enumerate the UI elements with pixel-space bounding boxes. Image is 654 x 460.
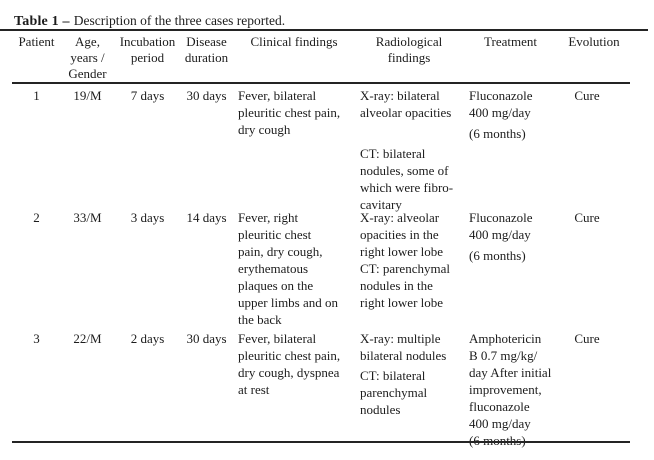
cell-disease-duration: 30 days [186, 331, 227, 346]
cell-treatment [463, 87, 558, 213]
xray-findings: X-ray: multiple bilateral nodules [360, 331, 447, 363]
header-patient: Patient [18, 34, 55, 49]
cell-radiological-findings [355, 87, 463, 213]
bottom-rule [12, 441, 630, 443]
xray-findings: X-ray: alveolar opacities in the right lower lobe [360, 210, 444, 259]
cell-clinical-findings: Fever, bilateral pleuritic chest pain, dry cough, dyspnea at rest [238, 331, 341, 397]
cell-patient-number: 3 [33, 331, 40, 346]
cell-incubation-period: 2 days [130, 331, 165, 346]
cell-treatment [463, 209, 558, 328]
table-header-row [13, 34, 630, 82]
treatment-duration: (6 months) [469, 126, 526, 141]
treatment-drug: Amphotericin B 0.7 mg/kg/ day After initial improvement, fluconazole 400 mg/day [469, 331, 552, 431]
table-row-patient-2 [13, 209, 630, 328]
cell-radiological-findings [355, 209, 463, 328]
table-row-patient-1 [13, 87, 630, 213]
cell-age-gender: 22/M [73, 331, 102, 346]
header-disease-duration: Disease duration [184, 34, 229, 65]
cell-evolution: Cure [574, 331, 600, 346]
header-treatment: Treatment [484, 34, 537, 49]
ct-findings: CT: bilateral nodules, some of which were fibro- cavitary [360, 146, 454, 212]
cell-clinical-findings: Fever, right pleuritic chest pain, dry cough, erythematous plaques on the upper limbs and on the back [238, 210, 339, 327]
cell-evolution: Cure [574, 210, 600, 225]
cell-disease-duration: 14 days [186, 210, 227, 225]
cell-disease-duration: 30 days [186, 88, 227, 103]
header-rule [12, 82, 630, 84]
table-title [14, 13, 285, 30]
header-incubation-period: Incubation period [119, 34, 176, 65]
cell-age-gender: 33/M [73, 210, 102, 225]
title-rule [0, 29, 648, 31]
treatment-drug: Fluconazole 400 mg/day [469, 88, 533, 120]
cell-clinical-findings: Fever, bilateral pleuritic chest pain, dry cough [238, 88, 341, 137]
cell-incubation-period: 3 days [130, 210, 165, 225]
header-age-gender: Age, years / Gender [68, 34, 107, 81]
cell-patient-number: 2 [33, 210, 40, 225]
cell-treatment [463, 330, 558, 449]
cell-incubation-period: 7 days [130, 88, 165, 103]
table-title-caption: Description of the three cases reported. [73, 13, 286, 28]
cell-patient-number: 1 [33, 88, 40, 103]
header-evolution: Evolution [568, 34, 620, 49]
treatment-duration: (6 months) [469, 248, 526, 263]
ct-findings: CT: bilateral parenchymal nodules [360, 368, 428, 417]
header-clinical-findings: Clinical findings [250, 34, 338, 49]
xray-findings: X-ray: bilateral alveolar opacities [360, 88, 452, 120]
treatment-drug: Fluconazole 400 mg/day [469, 210, 533, 242]
table-title-label: Table 1 – [14, 14, 70, 29]
header-radiological-findings: Radiological findings [375, 34, 443, 65]
table-row-patient-3 [13, 330, 630, 449]
cell-age-gender: 19/M [73, 88, 102, 103]
cell-evolution: Cure [574, 88, 600, 103]
ct-findings: CT: parenchymal nodules in the right lower lobe [360, 261, 450, 310]
cell-radiological-findings [355, 330, 463, 449]
